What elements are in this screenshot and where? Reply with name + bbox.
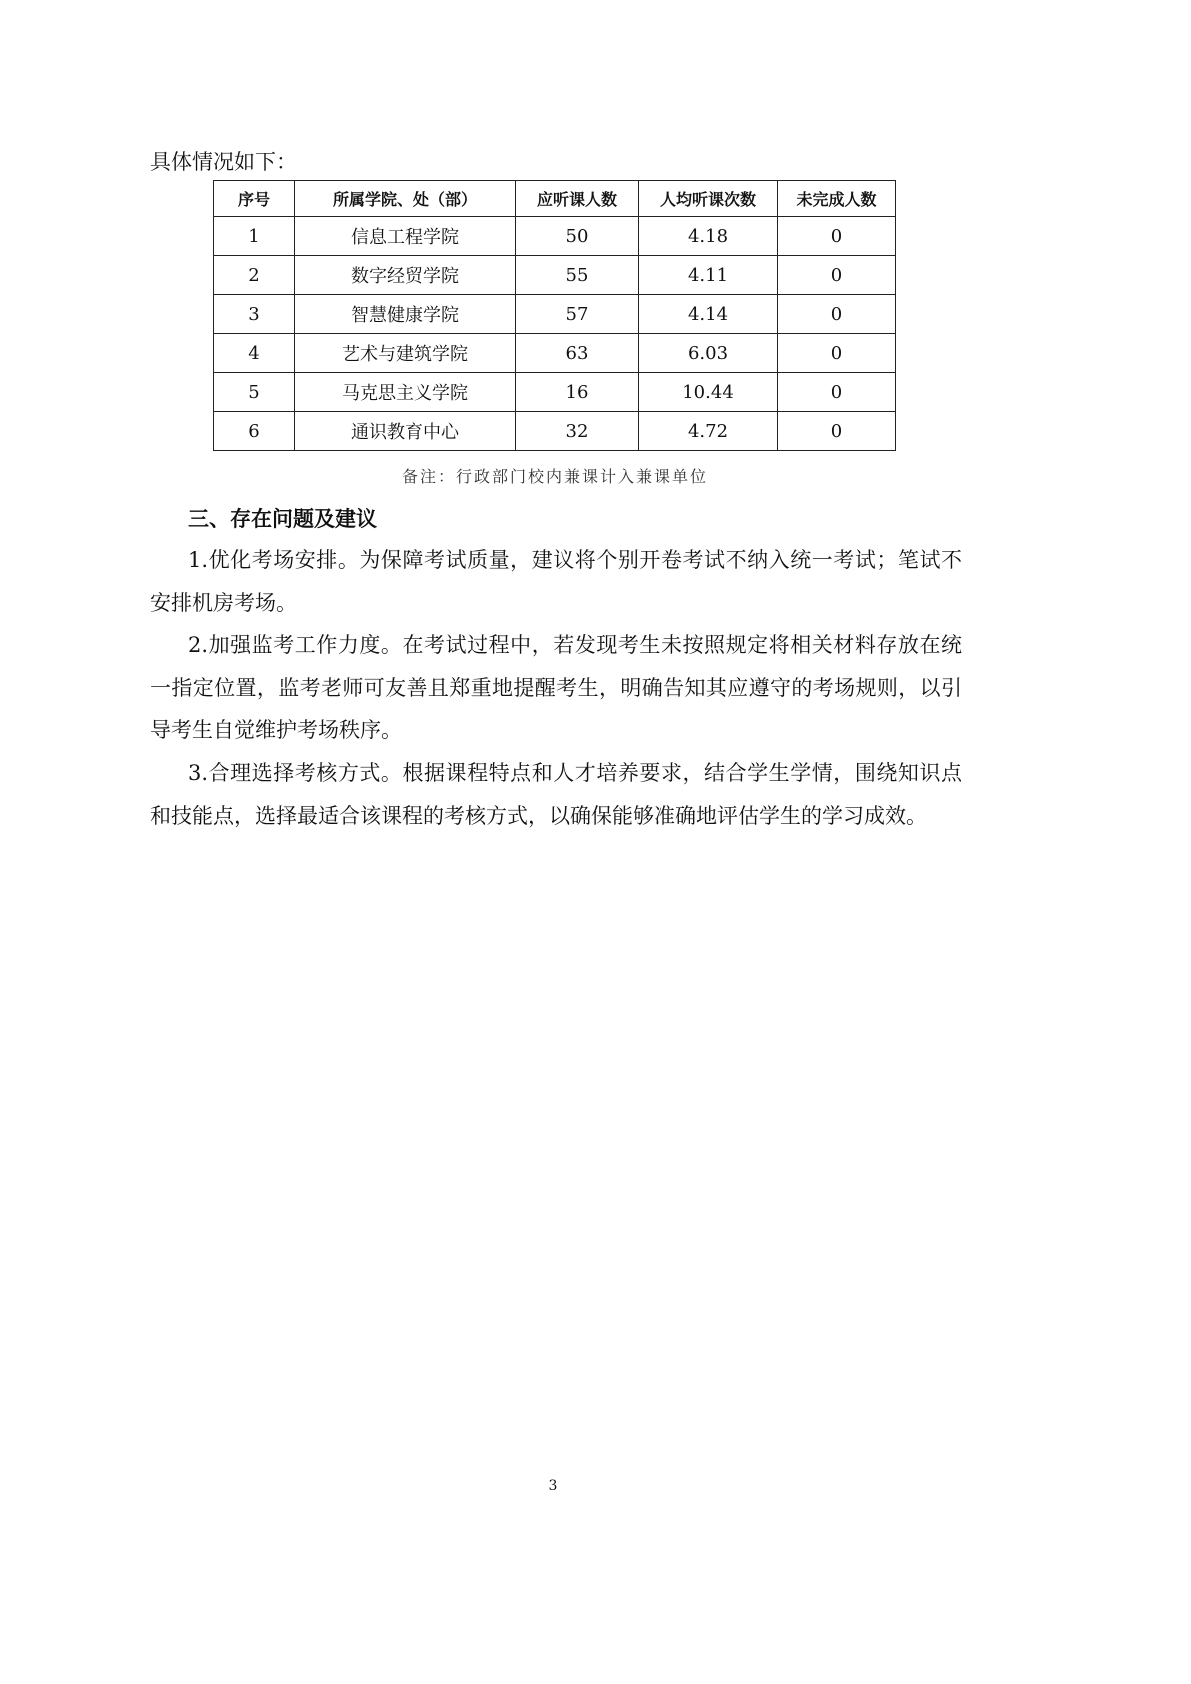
table-cell: 6	[214, 412, 295, 451]
table-cell: 4.11	[639, 256, 778, 295]
table-cell: 10.44	[639, 373, 778, 412]
table-cell: 数字经贸学院	[295, 256, 516, 295]
table-cell: 16	[516, 373, 639, 412]
table-cell: 0	[778, 217, 896, 256]
table-cell: 信息工程学院	[295, 217, 516, 256]
table-cell: 1	[214, 217, 295, 256]
paragraph: 1.优化考场安排。为保障考试质量，建议将个别开卷考试不纳入统一考试；笔试不安排机房考场。	[150, 548, 962, 615]
table-cell: 智慧健康学院	[295, 295, 516, 334]
table-cell: 63	[516, 334, 639, 373]
table-cell: 4	[214, 334, 295, 373]
table-cell: 4.72	[639, 412, 778, 451]
table-cell: 4.18	[639, 217, 778, 256]
table-row	[214, 334, 896, 373]
table-cell: 马克思主义学院	[295, 373, 516, 412]
table-cell: 3	[214, 295, 295, 334]
section-heading: 三、存在问题及建议	[188, 507, 377, 531]
header-cell: 序号	[214, 181, 295, 217]
table-header-row	[214, 181, 896, 217]
table-cell: 0	[778, 256, 896, 295]
table-cell: 32	[516, 412, 639, 451]
paragraph: 2.加强监考工作力度。在考试过程中，若发现考生未按照规定将相关材料存放在统一指定位置，监考老师可友善且郑重地提醒考生，明确告知其应遵守的考场规则，以引导考生自觉维护考场秩序。	[150, 633, 962, 743]
header-cell: 未完成人数	[778, 181, 896, 217]
table-row	[214, 412, 896, 451]
statistics-table	[213, 180, 896, 451]
table-cell: 4.14	[639, 295, 778, 334]
table-cell: 2	[214, 256, 295, 295]
table-row	[214, 256, 896, 295]
table-cell: 0	[778, 373, 896, 412]
table-note: 备注：行政部门校内兼课计入兼课单位	[401, 467, 708, 486]
header-cell: 应听课人数	[516, 181, 639, 217]
table-cell: 6.03	[639, 334, 778, 373]
table-cell: 0	[778, 412, 896, 451]
table-cell: 57	[516, 295, 639, 334]
table-cell: 5	[214, 373, 295, 412]
table-cell: 50	[516, 217, 639, 256]
table-cell: 0	[778, 295, 896, 334]
header-cell: 所属学院、处（部）	[295, 181, 516, 217]
table-cell: 0	[778, 334, 896, 373]
intro-text: 具体情况如下：	[150, 150, 297, 174]
table-row	[214, 295, 896, 334]
table-cell: 55	[516, 256, 639, 295]
table-row	[214, 217, 896, 256]
table-row	[214, 373, 896, 412]
paragraph: 3.合理选择考核方式。根据课程特点和人才培养要求，结合学生学情，围绕知识点和技能点，选择最适合该课程的考核方式，以确保能够准确地评估学生的学习成效。	[150, 761, 962, 828]
page-number: 3	[548, 1478, 558, 1494]
header-cell: 人均听课次数	[639, 181, 778, 217]
table-cell: 艺术与建筑学院	[295, 334, 516, 373]
table-cell: 通识教育中心	[295, 412, 516, 451]
